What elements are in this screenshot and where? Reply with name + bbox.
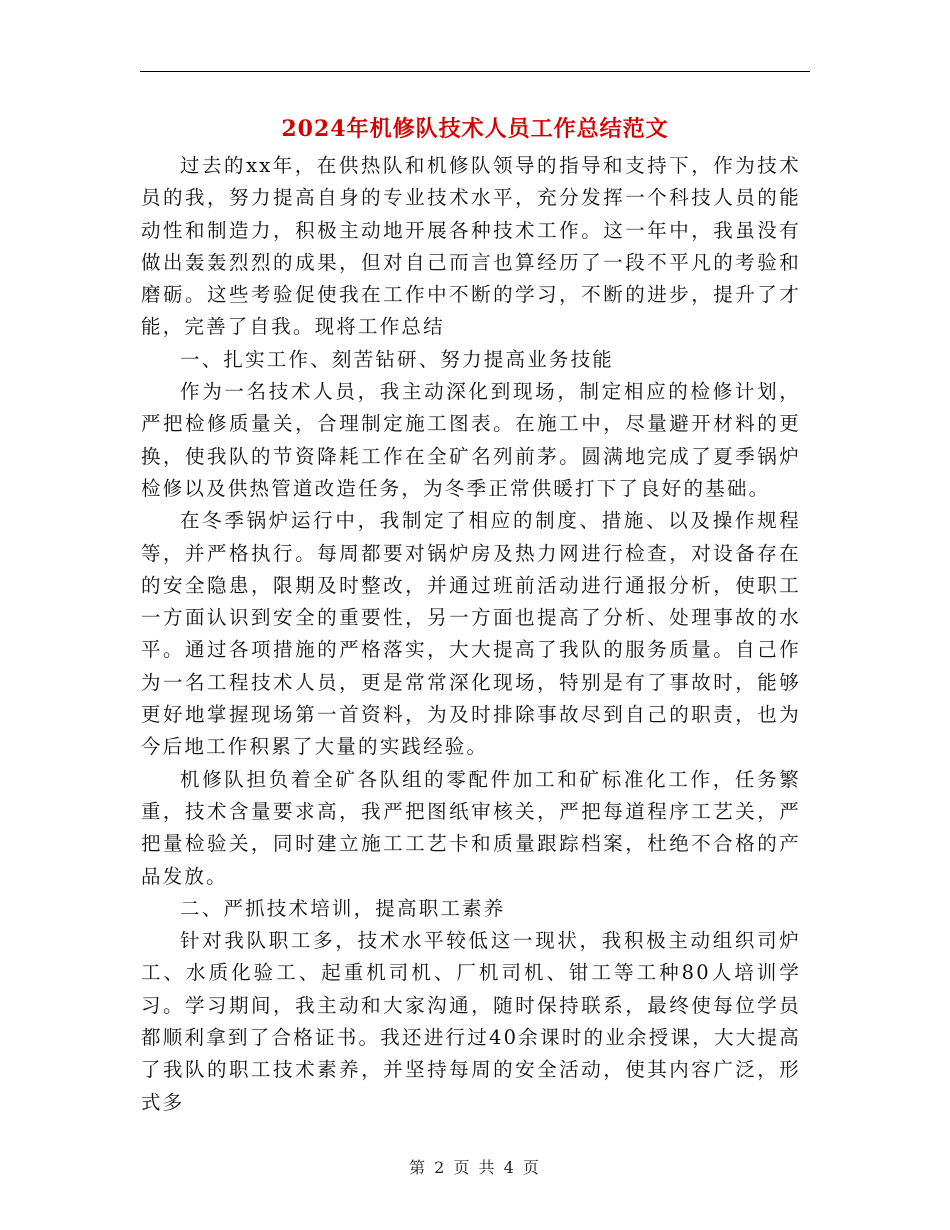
paragraph: 机修队担负着全矿各队组的零配件加工和矿标准化工作，任务繁重，技术含量要求高，我严把图纸审核关，严把每道程序工艺关，严把量检验关，同时建立施工工艺卡和质量跟踪档案，杜绝不合格的产品发放。 (141, 767, 801, 888)
page-number: 第 2 页 共 4 页 (409, 1158, 541, 1177)
section-heading-2: 二、严抓技术培训，提高职工素养 (180, 896, 506, 920)
paragraph: 针对我队职工多，技术水平较低这一现状，我积极主动组织司炉工、水质化验工、起重机司机、厂机司机、钳工等工种80人培训学习。学习期间，我主动和大家沟通，随时保持联系，最终使每位学员都顺利拿到了合格证书。我还进行过40余课时的业余授课，大大提高了我队的职工技术素养，并坚持每周的安全活动，使其内容广泛，形式多 (141, 929, 801, 1114)
paragraph-intro: 过去的xx年，在供热队和机修队领导的指导和支持下，作为技术员的我，努力提高自身的专业技术水平，充分发挥一个科技人员的能动性和制造力，积极主动地开展各种技术工作。这一年中，我虽没有做出轰轰烈烈的成果，但对自己而言也算经历了一段不平凡的考验和磨砺。这些考验促使我在工作中不断的学习，不断的进步，提升了才能，完善了自我。现将工作总结 (141, 154, 801, 339)
document-title: 2024年机修队技术人员工作总结范文 (281, 116, 669, 142)
paragraph: 作为一名技术人员，我主动深化到现场，制定相应的检修计划，严把检修质量关，合理制定施工图表。在施工中，尽量避开材料的更换，使我队的节资降耗工作在全矿名列前茅。圆满地完成了夏季锅炉检修以及供热管道改造任务，为冬季正常供暖打下了良好的基础。 (141, 380, 801, 500)
paragraph: 在冬季锅炉运行中，我制定了相应的制度、措施、以及操作规程等，并严格执行。每周都要对锅炉房及热力网进行检查，对设备存在的安全隐患，限期及时整改，并通过班前活动进行通报分析，使职工一方面认识到安全的重要性，另一方面也提高了分析、处理事故的水平。通过各项措施的严格落实，大大提高了我队的服务质量。自己作为一名工程技术人员，更是常常深化现场，特别是有了事故时，能够更好地掌握现场第一首资料，为及时排除事故尽到自己的职责，也为今后地工作积累了大量的实践经验。 (141, 509, 801, 759)
header-rule (140, 71, 810, 72)
document-body (141, 150, 801, 1119)
section-heading-1: 一、扎实工作、刻苦钻研、努力提高业务技能 (180, 347, 615, 371)
